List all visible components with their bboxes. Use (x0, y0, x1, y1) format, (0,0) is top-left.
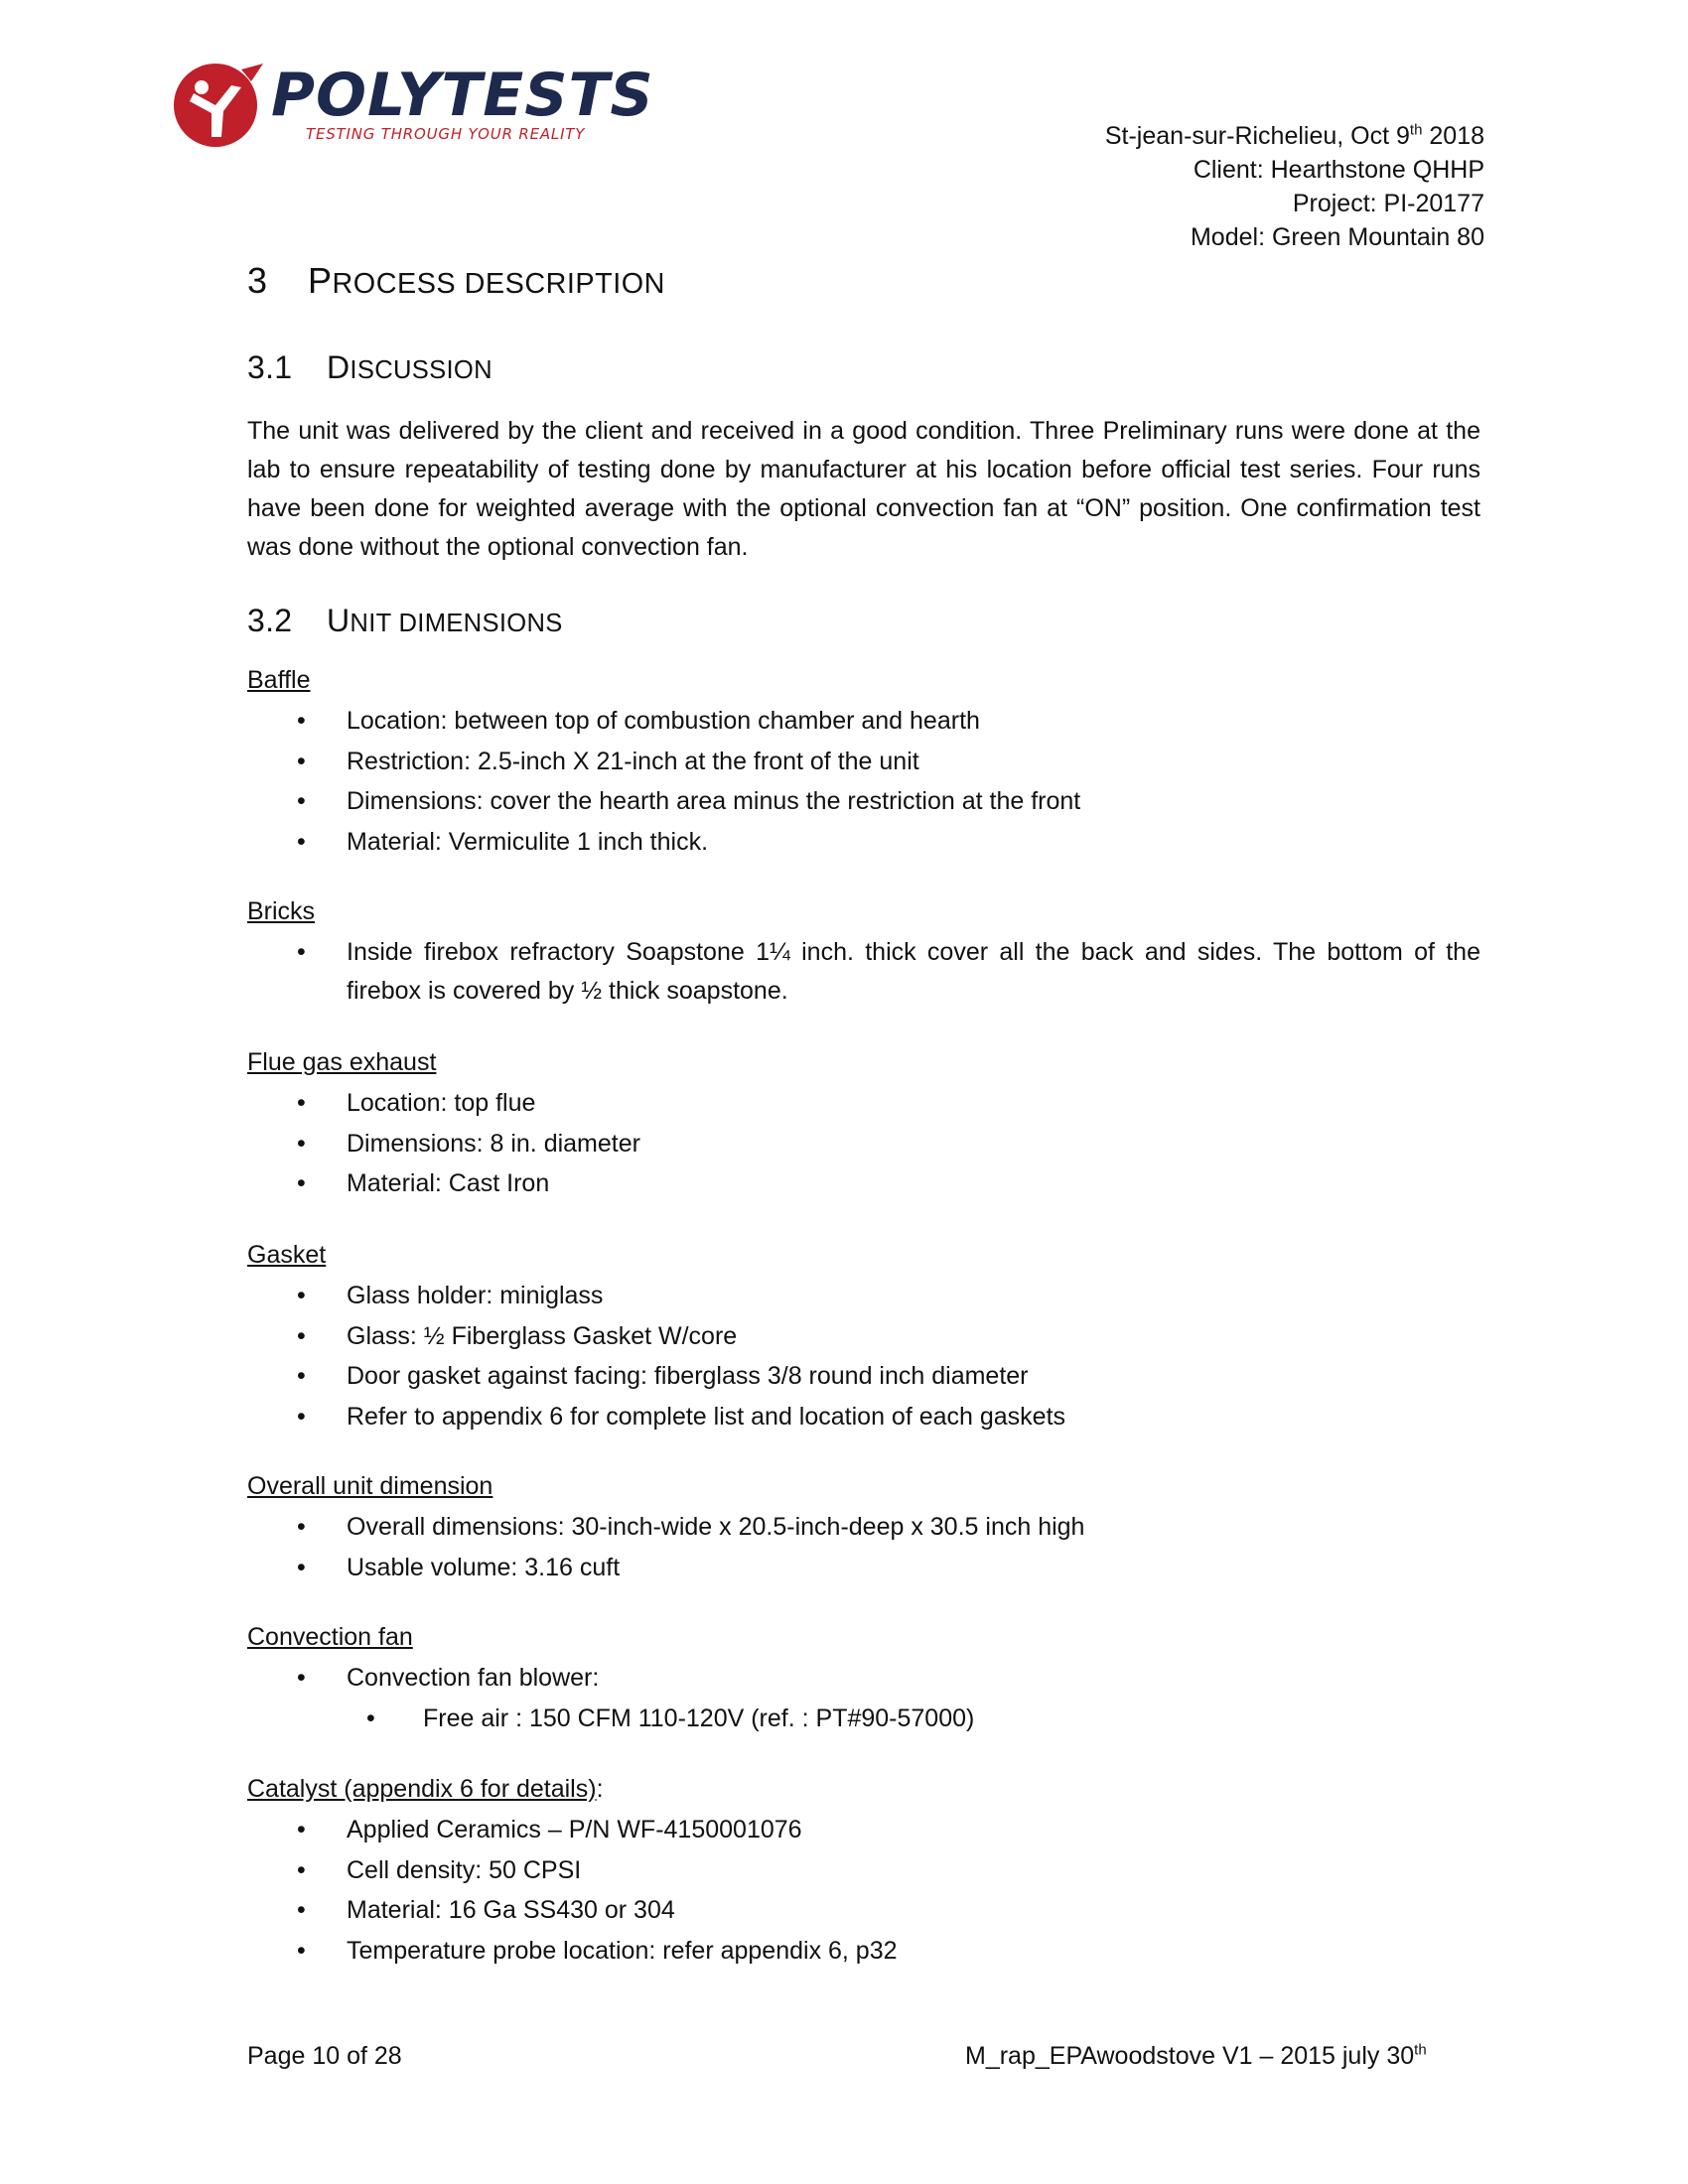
baffle-subheading: Baffle (247, 666, 311, 694)
header-client: Client: Hearthstone QHHP (1193, 156, 1484, 184)
logo-tagline: TESTING THROUGH YOUR REALITY (306, 125, 586, 143)
list-subitem: • Free air : 150 CFM 110-120V (ref. : PT#90-57000) (366, 1704, 975, 1732)
header-location-date: St-jean-sur-Richelieu, Oct 9th 2018 (1104, 121, 1484, 150)
list-item: • Material: Cast Iron (297, 1169, 550, 1197)
gasket-list (247, 1276, 1480, 1436)
list-item: • Material: 16 Ga SS430 or 304 (297, 1896, 675, 1924)
header-model: Model: Green Mountain 80 (1190, 223, 1484, 251)
catalyst-list (247, 1810, 1480, 1971)
list-item: • Convection fan blower: (297, 1664, 600, 1692)
document-reference: M_rap_EPAwoodstove V1 – 2015 july 30th (965, 2041, 1427, 2070)
gasket-subheading: Gasket (247, 1241, 327, 1269)
list-item: • Material: Vermiculite 1 inch thick. (297, 827, 709, 856)
discussion-heading: 3.1 DISCUSSION (247, 349, 492, 385)
list-item: • Dimensions: cover the hearth area minus the restriction at the front (297, 787, 1081, 815)
company-logo (172, 60, 654, 149)
list-item: • Applied Ceramics – P/N WF-4150001076 (297, 1816, 802, 1843)
section-heading: 3 PROCESS DESCRIPTION (247, 260, 665, 301)
list-item: • Temperature probe location: refer appendix 6, p32 (297, 1936, 898, 1965)
flue-subheading: Flue gas exhaust (247, 1048, 437, 1076)
list-item: • Cell density: 50 CPSI (297, 1855, 582, 1884)
discussion-paragraph: The unit was delivered by the client and received in a good condition. Three Preliminary runs were done at the lab to ensure repeatability of testing done by manufacturer at his location before official test series. Four runs have been done for weighted average with the optional convection fan at “ON” position. One confirmation test was done without the optional convection fan. (247, 417, 1480, 561)
list-item: • Glass holder: miniglass (297, 1282, 604, 1309)
list-item: • Glass: ½ Fiberglass Gasket W/core (297, 1321, 738, 1350)
list-item: • Refer to appendix 6 for complete list and location of each gaskets (297, 1402, 1066, 1431)
list-item: • Door gasket against facing: fiberglass 3/8 round inch diameter (297, 1362, 1029, 1390)
page-number: Page 10 of 28 (247, 2042, 402, 2070)
list-item: • Location: top flue (297, 1089, 536, 1117)
overall-list (247, 1507, 1480, 1587)
list-item: • Overall dimensions: 30-inch-wide x 20.5-inch-deep x 30.5 inch high (297, 1513, 1085, 1541)
header-project: Project: PI-20177 (1292, 190, 1484, 217)
polytests-emblem-icon (172, 60, 263, 151)
list-item: • Dimensions: 8 in. diameter (297, 1129, 640, 1158)
flue-list (247, 1083, 1480, 1204)
fan-list (247, 1658, 1480, 1738)
document-header (1105, 119, 1484, 254)
fan-subheading: Convection fan (247, 1623, 413, 1651)
list-item: • Inside firebox refractory Soapstone 1¼ inch. thick cover all the back and sides. The bottom of the firebox is covered by ½ thick soapstone. (297, 938, 1480, 1005)
baffle-list (247, 701, 1480, 862)
bricks-subheading: Bricks (247, 897, 316, 925)
list-item: • Location: between top of combustion chamber and hearth (297, 707, 980, 735)
list-item: • Usable volume: 3.16 cuft (297, 1553, 621, 1581)
list-item: • Restriction: 2.5-inch X 21-inch at the front of the unit (297, 747, 919, 775)
bricks-list (247, 933, 1480, 1011)
logo-wordmark: POLYTESTS (271, 61, 654, 130)
overall-subheading: Overall unit dimension (247, 1472, 493, 1500)
catalyst-subheading: Catalyst (appendix 6 for details): (247, 1775, 604, 1803)
unit-dimensions-heading: 3.2 UNIT DIMENSIONS (247, 603, 563, 638)
